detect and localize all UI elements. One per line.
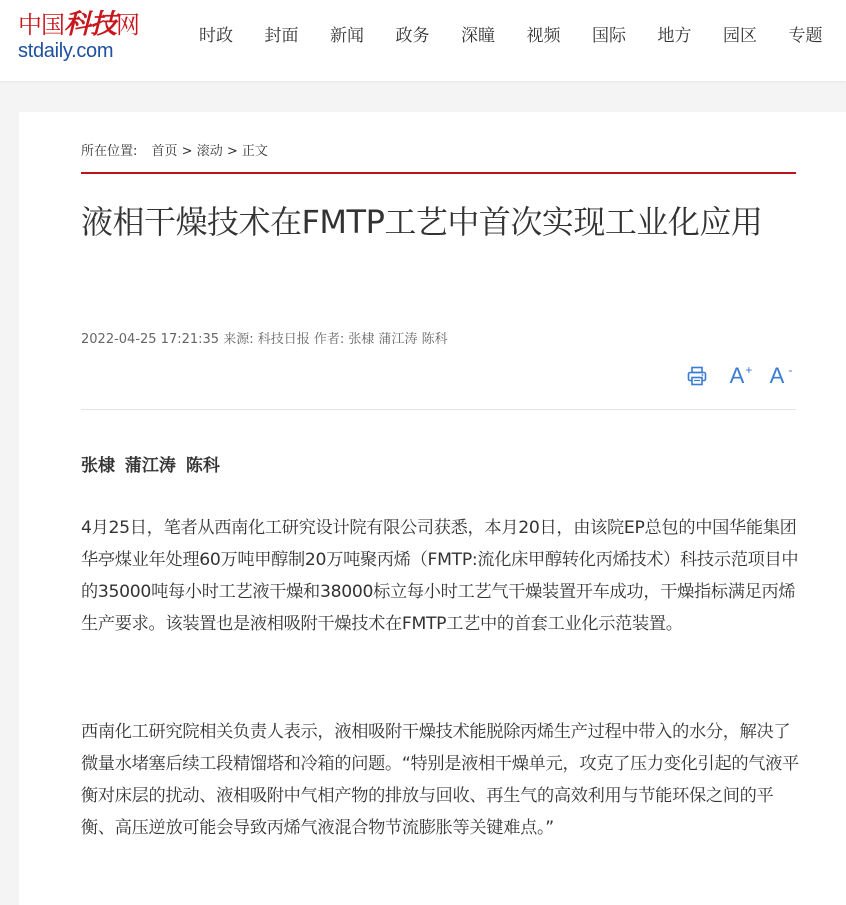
breadcrumb-current: 正文 — [241, 144, 268, 159]
print-icon — [686, 365, 708, 387]
font-decrease-button[interactable] — [757, 362, 797, 390]
logo-cn: 中国科技网 — [18, 9, 139, 40]
title-divider — [81, 172, 796, 174]
site-logo[interactable] — [16, 8, 146, 68]
site-header — [0, 0, 846, 81]
breadcrumb-separator: > — [222, 144, 242, 159]
font-decrease-icon: A - — [769, 363, 793, 388]
nav-item-topics[interactable]: 专题 — [788, 26, 823, 46]
nav-item-government[interactable]: 政务 — [395, 26, 430, 46]
breadcrumb-label: 所在位置: — [81, 144, 138, 159]
font-increase-icon: A + — [729, 363, 753, 388]
meta-divider — [81, 409, 796, 410]
font-increase-button[interactable] — [717, 362, 757, 390]
nav-item-video[interactable]: 视频 — [526, 26, 561, 46]
nav-item-international[interactable]: 国际 — [592, 26, 626, 46]
article-paragraph: 西南化工研究院相关负责人表示，液相吸附干燥技术能脱除丙烯生产过程中带入的水分，解决了微量水堵塞后续工段精馏塔和冷箱的问题。“特别是液相干燥单元，攻克了压力变化引起的气液平衡对床层的扰动、液相吸附中气相产物的排放与回收、再生气的高效利用与节能环保之间的平衡、高压逆放可能会导致丙烯气液混合物节流膨胀等关键难点。” — [81, 722, 799, 838]
article-paragraph: 4月25日，笔者从西南化工研究设计院有限公司获悉，本月20日，由该院EP总包的中国华能集团华亭煤业年处理60万吨甲醇制20万吨聚丙烯（FMTP:流化床甲醇转化丙烯技术）科技示范项目中的35000吨每小时工艺液干燥和38000标立每小时工艺气干燥装置开车成功，干燥指标满足丙烯生产要求。该装置也是液相吸附干燥技术在FMTP工艺中的首套工业化示范装置。 — [81, 518, 799, 634]
article-meta: 2022-04-25 17:21:35 来源: 科技日报 作者: 张棣 蒲江涛 陈科 — [81, 332, 448, 347]
print-button[interactable] — [677, 362, 717, 390]
article-authors: 张棣 蒲江涛 陈科 — [81, 456, 220, 476]
article-tools — [677, 362, 797, 390]
breadcrumb — [81, 142, 268, 162]
nav-item-local[interactable]: 地方 — [657, 26, 692, 46]
nav-item-deep-view[interactable]: 深瞳 — [461, 26, 495, 46]
nav-item-parks[interactable]: 园区 — [723, 26, 757, 46]
nav-item-politics[interactable]: 时政 — [199, 26, 233, 46]
breadcrumb-separator: > — [177, 144, 197, 159]
article-card — [19, 112, 846, 905]
breadcrumb-section-link[interactable]: 滚动 — [196, 144, 223, 159]
nav-item-cover[interactable]: 封面 — [264, 26, 299, 46]
article-title: 液相干燥技术在FMTP工艺中首次实现工业化应用 — [81, 203, 763, 241]
main-nav — [189, 22, 844, 50]
breadcrumb-home-link[interactable]: 首页 — [151, 144, 178, 159]
logo-en: stdaily.com — [18, 40, 114, 62]
nav-item-news[interactable]: 新闻 — [330, 26, 364, 46]
